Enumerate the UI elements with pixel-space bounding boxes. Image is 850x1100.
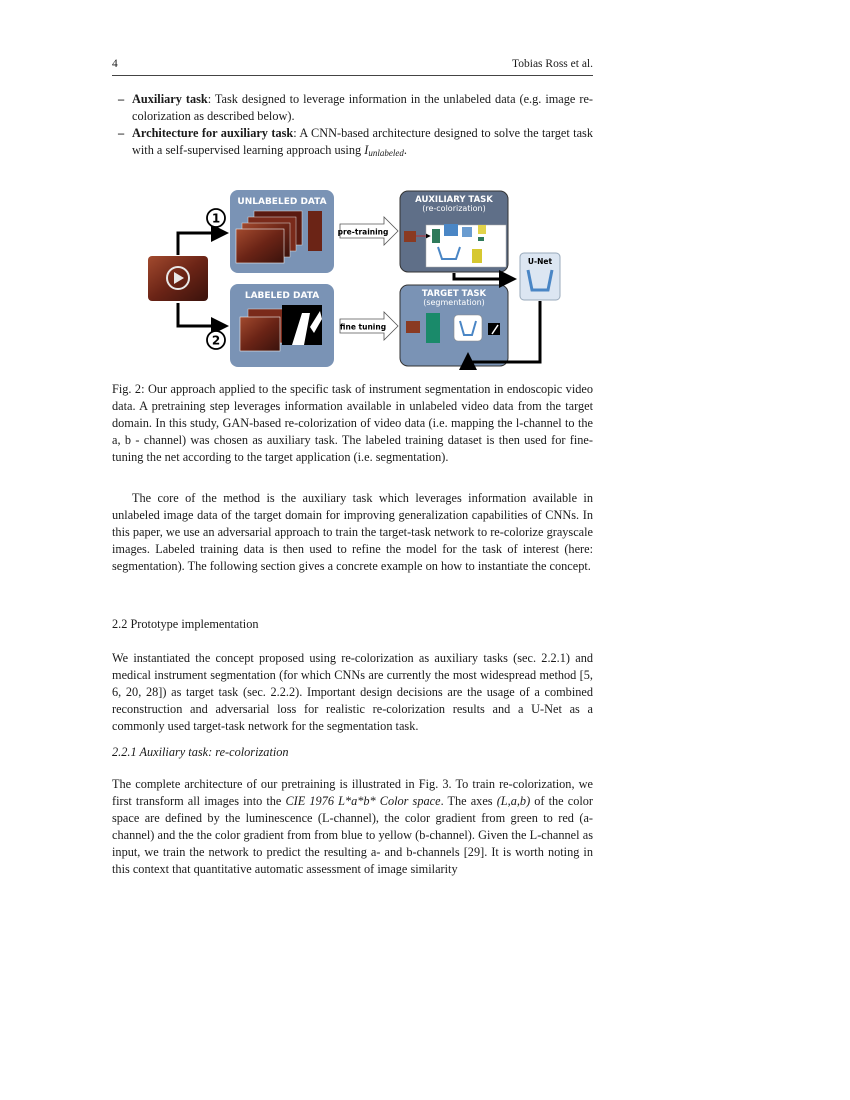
auxiliary-task-subtitle: (re-colorization): [422, 204, 486, 213]
text-run: The complete architecture of our pretraining is illustrated in Fig. 3. To train re-colorization, we first transform all images into the: [112, 777, 593, 808]
definition: : A CNN-based architecture designed to solve the target task with a self-supervised learning approach using: [132, 126, 593, 157]
labeled-data-title: LABELED DATA: [244, 291, 320, 301]
color-space-name: CIE 1976 L*a*b* Color space: [285, 794, 441, 808]
labeled-data-box: [230, 284, 334, 367]
body-paragraph: We instantiated the concept proposed using re-colorization as auxiliary tasks (sec. 2.2.1) and medical instrument segmentation (for which CNNs are currently the most widespread method [5, 6, 20, 28]) as target task (sec. 2.2.2). Important design decisions are the usage of a combined reconstruction and adversarial loss for realistic re-colorization results and a U-Net as a commonly used target-task network for the segmentation task.: [112, 651, 593, 733]
step-1-marker: [207, 209, 225, 227]
list-item: [112, 91, 593, 125]
auxiliary-task-box: [400, 191, 508, 272]
math-symbol: I: [364, 143, 369, 157]
list-item: [112, 125, 593, 162]
body-paragraph: [112, 776, 593, 878]
svg-text:fine tuning: fine tuning: [339, 322, 387, 332]
body-paragraph: The core of the method is the auxiliary task which leverages information available in unlabeled image data of the target domain for improving generalization capabilities of CNNs. In this paper, we use an adversarial approach to train the target-task network to re-colorize grayscale images. Labeled training data is then used to refine the model for the task of interest (here: segmentation). The following section gives a concrete example on how to instantiate the concept.: [112, 491, 593, 573]
definition-list: [112, 91, 593, 162]
bullet-dash: –: [118, 126, 125, 140]
sentence-end: .: [403, 143, 407, 157]
running-authors: Tobias Ross et al.: [512, 58, 593, 70]
math-subscript: unlabeled: [368, 148, 404, 158]
page-number: 4: [112, 58, 118, 70]
pre-training-arrow: [338, 217, 398, 245]
arrow-to-unlabeled: [178, 233, 226, 255]
subsection-heading: 2.2.1 Auxiliary task: re-colorization: [112, 745, 289, 759]
running-header: [112, 57, 593, 76]
video-source-thumbnail: [148, 256, 208, 301]
step-2-marker: [207, 331, 225, 349]
target-task-subtitle: (segmentation): [423, 298, 485, 307]
section-heading: 2.2 Prototype implementation: [112, 617, 259, 631]
svg-text:2: 2: [211, 333, 221, 348]
text-run: of the color space are defined by the luminescence (L-channel), the color gradient from green to red (a-channel) and the the color gradient from from blue to yellow (b-channel). Given the L-channel as input, we train the network to predict the resulting a- and b-channels [29]. It is worth noting in this context that quantitative automatic assessment of image similarity: [112, 794, 593, 876]
bullet-dash: –: [118, 92, 125, 106]
unet-box: [520, 253, 560, 300]
svg-text:1: 1: [211, 211, 221, 226]
term: Auxiliary task: [132, 92, 208, 106]
unlabeled-data-box: [230, 190, 334, 273]
text-run: . The axes: [440, 794, 497, 808]
term: Architecture for auxiliary task: [132, 126, 294, 140]
fine-tuning-arrow: [340, 312, 398, 340]
unlabeled-data-title: UNLABELED DATA: [237, 197, 327, 207]
target-task-title: TARGET TASK: [421, 289, 487, 299]
unet-label: U-Net: [527, 257, 553, 266]
svg-text:pre-training: pre-training: [337, 227, 389, 237]
auxiliary-task-title: AUXILIARY TASK: [415, 195, 493, 205]
target-task-box: [400, 285, 508, 366]
aux-to-unet-arrow: [454, 273, 514, 279]
arrow-to-labeled: [178, 303, 226, 326]
math-tuple: (L,a,b): [496, 794, 531, 808]
figure-2-diagram: [142, 187, 562, 373]
figure-caption: Fig. 2: Our approach applied to the specific task of instrument segmentation in endoscopic video data. A pretraining step leverages information available in unlabeled video data from the target domain. In this study, GAN-based re-colorization of video data (i.e. mapping the l-channel to the a, b - channel) was chosen as auxiliary task. The labeled training dataset is then used for fine-tuning the net according to the target application (i.e. segmentation).: [112, 382, 593, 464]
definition: : Task designed to leverage information in the unlabeled data (e.g. image re-colorization as described below).: [132, 92, 593, 123]
approach-diagram: [142, 187, 562, 373]
